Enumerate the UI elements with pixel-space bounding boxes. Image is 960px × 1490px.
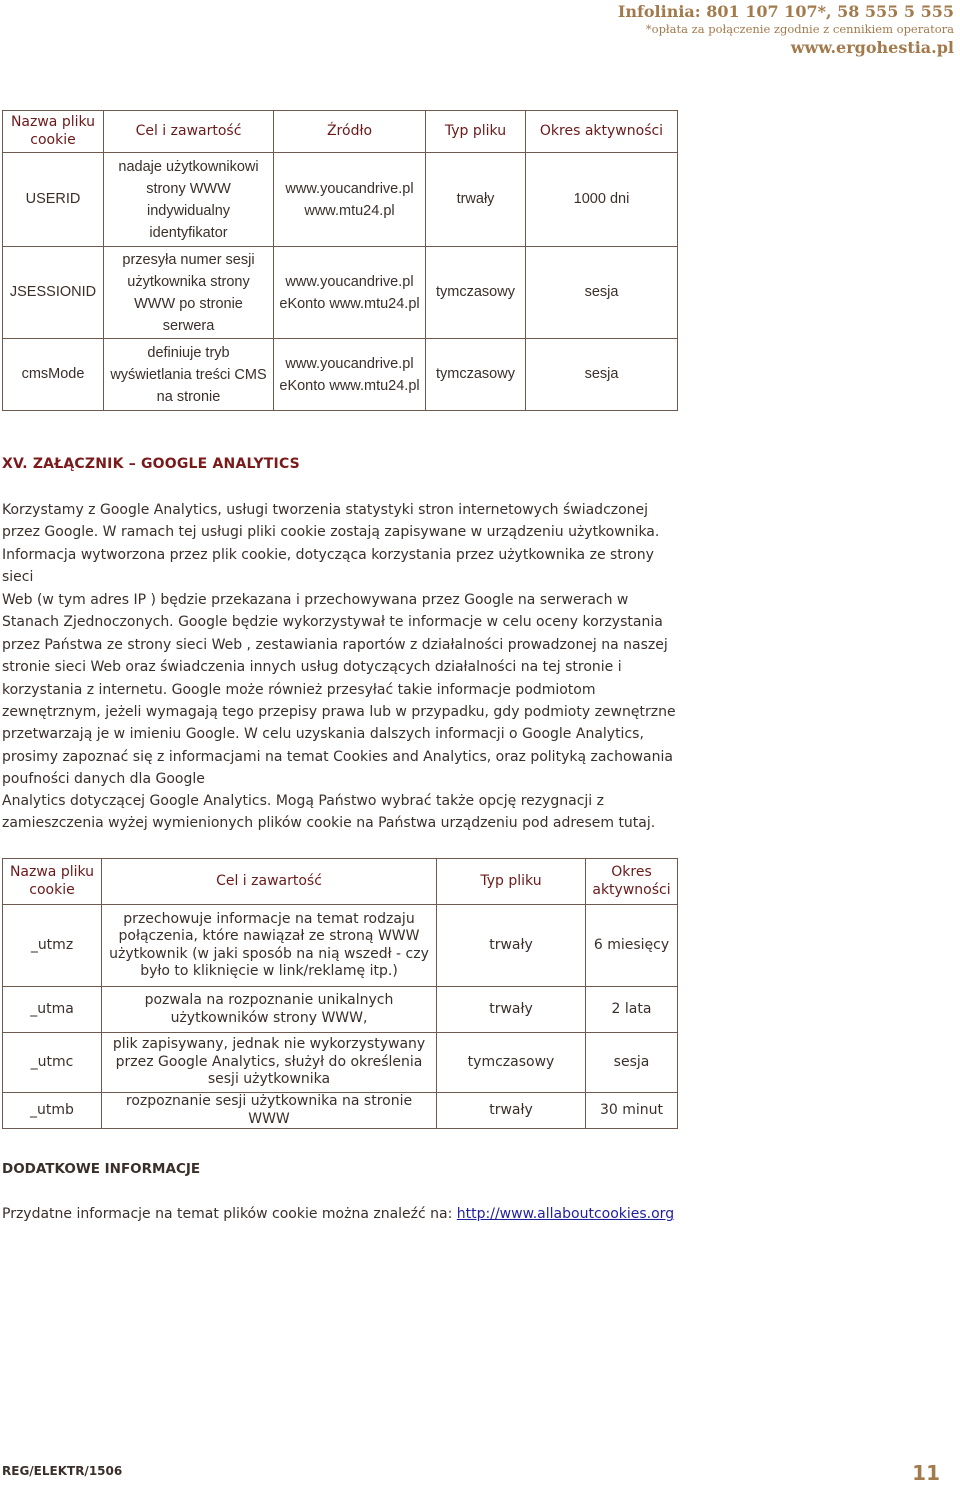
cookie-period: sesja — [586, 1033, 678, 1093]
cookie-type: tymczasowy — [426, 247, 526, 339]
paragraph-text: Korzystamy z Google Analytics, usługi tworzenia statystyki stron internetowych świadczonej przez Google. W ramach tej usługi pliki cookie zostają zapisywane w urządzeniu użytkownika. Informacja wytworzona przez plik cookie, dotycząca korzystania przez użytkownika ze strony sieci — [2, 502, 660, 586]
allaboutcookies-link[interactable]: http://www.allaboutcookies.org — [456, 1206, 675, 1222]
table-row — [3, 247, 678, 339]
header-cell: Okres aktywności — [586, 859, 678, 905]
cookie-period: 30 minut — [586, 1093, 678, 1129]
cookie-type: trwały — [437, 1093, 586, 1129]
cookie-purpose: plik zapisywany, jednak nie wykorzystywany przez Google Analytics, służył do określenia sesji użytkownika — [102, 1033, 437, 1093]
fee-note: *opłata za połączenie zgodnie z cennikiem operatora — [645, 22, 954, 36]
header-cell: Cel i zawartość — [102, 859, 437, 905]
website-link[interactable]: www.ergohestia.pl — [790, 38, 954, 57]
cookie-name: _utmc — [3, 1033, 102, 1093]
paragraph-text: Web (w tym adres IP ) będzie przekazana i przechowywana przez Google na serwerach w Stanach Zjednoczonych. Google będzie wykorzystywał te informacje w celu oceny korzystania przez Państwa ze strony sieci Web , zestawiania raportów z działalności prowadzonej na naszej stronie sieci Web oraz świadczenia innych usług dotyczących działalności na tej stronie i korzystania z internetu. Google może również przesyłać takie informacje podmiotom zewnętrznym, jeżeli wymagają tego przepisy prawa lub w przypadku, gdy podmioty zewnętrzne przetwarzają je w imieniu Google. W celu uzyskania dalszych informacji o Google Analytics, prosimy zapoznać się z informacjami na temat Cookies and Analytics, oraz polityką zachowania poufności danych dla Google — [2, 592, 676, 788]
table-row — [3, 987, 678, 1033]
section-title: XV. ZAŁĄCZNIK – GOOGLE ANALYTICS — [2, 456, 300, 472]
cookie-purpose: rozpoznanie sesji użytkownika na stronie WWW — [102, 1093, 437, 1129]
cookie-source: www.youcandrive.pl eKonto www.mtu24.pl — [274, 247, 426, 339]
cookie-name: _utmz — [3, 905, 102, 987]
header-cell: Cel i zawartość — [104, 111, 274, 153]
cookie-table-2 — [2, 858, 678, 1129]
cookie-name: JSESSIONID — [3, 247, 104, 339]
cookie-type: tymczasowy — [437, 1033, 586, 1093]
paragraph-text: Analytics dotyczącej Google Analytics. Mogą Państwo wybrać także opcję rezygnacji z zamieszczenia wyżej wymienionych plików cookie na Państwa urządzeniu pod adresem tutaj. — [2, 793, 656, 832]
additional-info-heading: DODATKOWE INFORMACJE — [2, 1161, 201, 1177]
table-header-row — [3, 111, 678, 153]
cookie-period: 2 lata — [586, 987, 678, 1033]
cookie-type: tymczasowy — [426, 339, 526, 411]
ga-paragraph-2 — [2, 589, 682, 791]
cookie-purpose: nadaje użytkownikowi strony WWW indywidualny identyfikator — [104, 153, 274, 247]
header-cell: Nazwa pliku cookie — [3, 859, 102, 905]
header-cell: Źródło — [274, 111, 426, 153]
header-cell: Typ pliku — [437, 859, 586, 905]
cookie-purpose: przechowuje informacje na temat rodzaju połączenia, które nawiązał ze stroną WWW użytkownik (w jaki sposób na nią wszedł - czy było to kliknięcie w link/reklamę itp.) — [102, 905, 437, 987]
table-row — [3, 1033, 678, 1093]
cookie-name: _utma — [3, 987, 102, 1033]
cookie-type: trwały — [437, 987, 586, 1033]
header-cell: Typ pliku — [426, 111, 526, 153]
table-row — [3, 905, 678, 987]
cookie-type: trwały — [426, 153, 526, 247]
cookie-period: sesja — [526, 247, 678, 339]
cookie-type: trwały — [437, 905, 586, 987]
cookie-period: 6 miesięcy — [586, 905, 678, 987]
table-header-row — [3, 859, 678, 905]
page-header — [618, 2, 954, 59]
cookie-table-1 — [2, 110, 678, 411]
document-code: REG/ELEKTR/1506 — [2, 1464, 123, 1478]
header-cell: Nazwa pliku cookie — [3, 111, 104, 153]
page-number: 11 — [912, 1461, 940, 1485]
additional-info-label: Przydatne informacje na temat plików cookie można znaleźć na: — [2, 1206, 457, 1222]
cookie-name: cmsMode — [3, 339, 104, 411]
ga-paragraph-1 — [2, 499, 682, 589]
cookie-source: www.youcandrive.pl eKonto www.mtu24.pl — [274, 339, 426, 411]
cookie-period: 1000 dni — [526, 153, 678, 247]
table-row — [3, 339, 678, 411]
cookie-purpose: pozwala na rozpoznanie unikalnych użytkowników strony WWW, — [102, 987, 437, 1033]
cookie-period: sesja — [526, 339, 678, 411]
cookie-purpose: przesyła numer sesji użytkownika strony WWW po stronie serwera — [104, 247, 274, 339]
cookie-source: www.youcandrive.pl www.mtu24.pl — [274, 153, 426, 247]
infoline-phone: Infolinia: 801 107 107*, 58 555 5 555 — [617, 2, 954, 21]
cookie-name: USERID — [3, 153, 104, 247]
table-row — [3, 1093, 678, 1129]
ga-paragraph-3 — [2, 790, 682, 835]
additional-info-text — [2, 1206, 674, 1222]
cookie-purpose: definiuje tryb wyświetlania treści CMS na stronie — [104, 339, 274, 411]
table-row — [3, 153, 678, 247]
header-cell: Okres aktywności — [526, 111, 678, 153]
cookie-name: _utmb — [3, 1093, 102, 1129]
